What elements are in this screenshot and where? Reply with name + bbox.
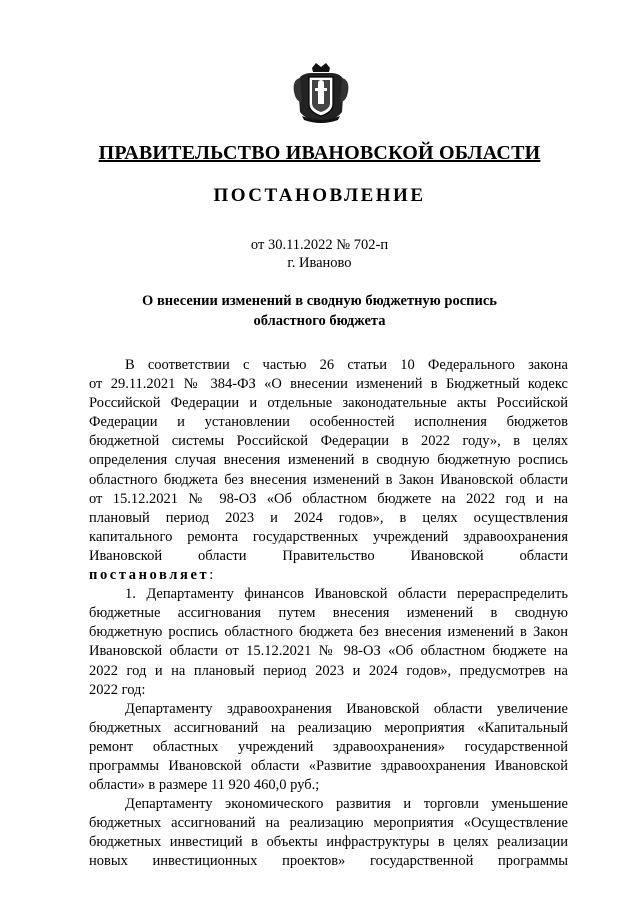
document-date-number: от 30.11.2022 № 702-п: [250, 237, 389, 253]
subject-line: О внесении изменений в сводную бюджетную роспись: [142, 293, 497, 309]
body-line: Российской Федерации и отдельные законодательные акты Российской: [89, 395, 568, 412]
body-line: плановый период 2023 и 2024 годов», в целях осуществления: [89, 509, 568, 526]
body-line: бюджетной системы Российской Федерации в 2022 году», в целях: [89, 433, 568, 450]
document-subject: [0, 291, 639, 331]
body-line: программы Ивановской области «Развитие здравоохранения Ивановской: [89, 757, 568, 774]
body-line: В соответствии с частью 26 статьи 10 Федерального закона: [125, 357, 568, 373]
resolution-word: постановляет: [89, 567, 210, 584]
body-line: от 15.12.2021 № 98-ОЗ «Об областном бюджете на 2022 год и на: [89, 490, 568, 507]
document-city: г. Иваново: [287, 255, 352, 271]
resolution-word-line: [89, 566, 568, 585]
resolution-colon: :: [209, 567, 214, 584]
body-line: 2022 год и на плановый период 2023 и 2024 годов», предусмотрев на: [89, 662, 568, 679]
document-type: ПОСТАНОВЛЕНИЕ: [213, 185, 426, 206]
body-line: Департаменту экономического развития и торговли уменьшение: [125, 796, 568, 813]
body-line: 2022 год:: [89, 681, 146, 698]
body-line: бюджетных ассигнований на реализацию мероприятия «Капитальный: [89, 719, 568, 736]
body-line: Ивановской области Правительство Ивановской области: [89, 547, 568, 564]
body-line: Департаменту здравоохранения Ивановской области увеличение: [125, 700, 568, 717]
body-line: Ивановской области от 15.12.2021 № 98-ОЗ «Об областном бюджете на: [89, 643, 568, 660]
document-body: [89, 356, 568, 872]
body-line: бюджетные ассигнования путем внесения изменений в сводную: [89, 605, 568, 622]
body-line: новых инвестиционных проектов» государственной программы: [89, 853, 568, 870]
body-line: области» в размере 11 920 460,0 руб.;: [89, 777, 320, 794]
body-line: капитального ремонта государственных учреждений здравоохранения: [89, 528, 568, 545]
body-line: ремонт областных учреждений здравоохранения» государственной: [89, 738, 568, 755]
body-line: бюджетных инвестиций в объекты инфраструктуры в целях реализации: [89, 834, 568, 851]
body-line: от 29.11.2021 № 384-ФЗ «О внесении изменений в Бюджетный кодекс: [89, 376, 568, 393]
body-line: бюджетную роспись областного бюджета без внесения изменений в Закон: [89, 624, 568, 641]
subject-line: областного бюджета: [253, 313, 386, 329]
body-line: 1. Департаменту финансов Ивановской области перераспределить: [125, 586, 568, 603]
government-title: ПРАВИТЕЛЬСТВО ИВАНОВСКОЙ ОБЛАСТИ: [98, 142, 541, 164]
body-line: Федерации и установлении особенностей исполнения бюджетов: [89, 414, 568, 431]
coat-of-arms-emblem: [292, 62, 350, 124]
body-line: областного бюджета без внесения изменений в Закон Ивановской области: [89, 471, 568, 488]
body-line: определения случая внесения изменений в сводную бюджетную роспись: [89, 452, 568, 469]
body-line: бюджетных ассигнований на реализацию мероприятия «Осуществление: [89, 815, 568, 832]
